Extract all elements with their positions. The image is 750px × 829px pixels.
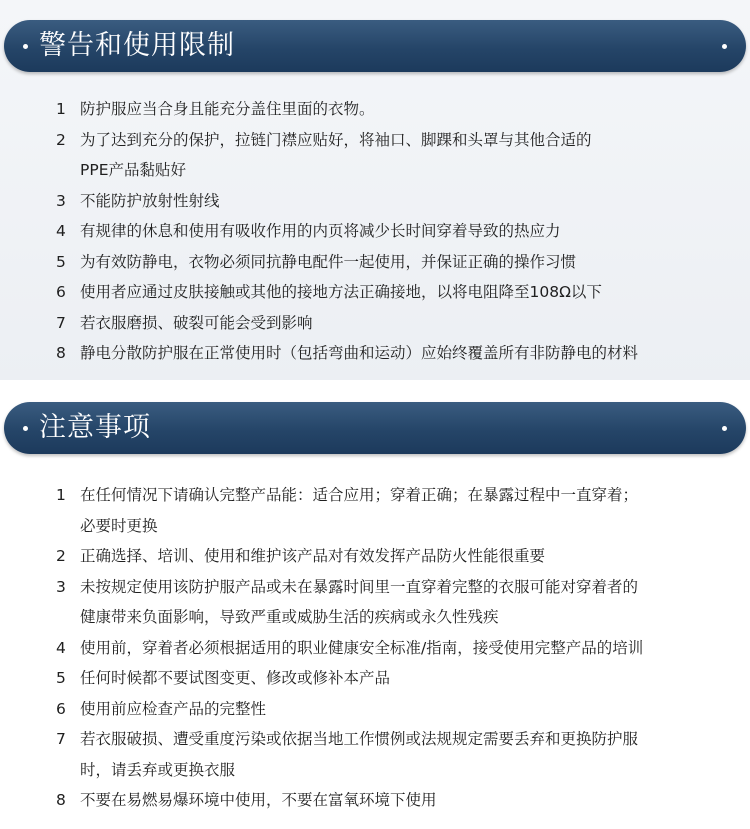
item-text: 防护服应当合身且能充分盖住里面的衣物。: [80, 100, 375, 118]
item-text-continued: PPE产品黏贴好: [80, 161, 186, 179]
list-item: [56, 338, 736, 369]
item-text: 不要在易燃易爆环境中使用，不要在富氧环境下使用: [80, 791, 437, 809]
item-text: 在任何情况下请确认完整产品能：适合应用；穿着正确；在暴露过程中一直穿着；: [80, 486, 639, 504]
list-item: [56, 125, 736, 186]
list-item: [56, 308, 736, 339]
item-number: 4: [56, 638, 66, 657]
item-text: 为有效防静电，衣物必须同抗静电配件一起使用，并保证正确的操作习惯: [80, 252, 577, 271]
list-item: [56, 572, 736, 633]
item-text: 静电分散防护服在正常使用时（包括弯曲和运动）应始终覆盖所有非防静电的材料: [80, 344, 639, 362]
item-text: 若衣服磨损、破裂可能会受到影响: [80, 313, 313, 332]
item-number: 8: [56, 791, 66, 809]
item-text-continued: 健康带来负面影响，导致严重或威胁生活的疾病或永久性残疾: [80, 608, 499, 626]
bullet-dot-icon: [23, 44, 28, 49]
item-text: 未按规定使用该防护服产品或未在暴露时间里一直穿着完整的衣服可能对穿着者的: [80, 577, 639, 596]
section-title: 警告和使用限制: [39, 30, 235, 61]
item-text-continued: 必要时更换: [80, 516, 158, 535]
item-number: 2: [56, 547, 66, 565]
section-precautions: [0, 386, 750, 829]
bullet-dot-icon: [722, 44, 727, 49]
item-text: 为了达到充分的保护，拉链门襟应贴好，将袖口、脚踝和头罩与其他合适的: [80, 130, 592, 149]
list-item: [56, 94, 736, 125]
item-number: 8: [56, 344, 66, 362]
section-header-banner: [4, 20, 746, 72]
list-item: [56, 480, 736, 541]
list-item: [56, 694, 736, 725]
item-text: 使用者应通过皮肤接触或其他的接地方法正确接地，以将电阻降至108Ω以下: [80, 283, 602, 301]
item-text: 有规律的休息和使用有吸收作用的内页将减少长时间穿着导致的热应力: [80, 222, 561, 240]
item-number: 3: [56, 191, 66, 210]
bullet-dot-icon: [722, 426, 727, 431]
section-warnings: [0, 0, 750, 386]
item-text: 正确选择、培训、使用和维护该产品对有效发挥产品防火性能很重要: [80, 547, 546, 565]
item-number: 1: [56, 100, 66, 118]
section-title: 注意事项: [39, 412, 151, 443]
list-item: [56, 663, 736, 694]
item-number: 7: [56, 313, 66, 332]
section-header-banner: [4, 402, 746, 454]
list-item: [56, 186, 736, 217]
item-number: 3: [56, 577, 66, 596]
item-number: 5: [56, 252, 66, 271]
list-item: [56, 541, 736, 572]
item-text: 若衣服破损、遭受重度污染或依据当地工作惯例或法规规定需要丢弃和更换防护服: [80, 730, 639, 748]
item-number: 6: [56, 283, 66, 301]
precautions-list: [56, 480, 736, 816]
item-text: 使用前应检查产品的完整性: [80, 699, 267, 718]
list-item: [56, 785, 736, 816]
list-item: [56, 633, 736, 664]
item-number: 1: [56, 486, 66, 504]
item-text: 使用前，穿着者必须根据适用的职业健康安全标准/指南，接受使用完整产品的培训: [80, 638, 644, 657]
item-text: 任何时候都不要试图变更、修改或修补本产品: [80, 669, 391, 687]
item-number: 7: [56, 730, 66, 748]
bullet-dot-icon: [23, 426, 28, 431]
item-text-continued: 时，请丢弃或更换衣服: [80, 760, 236, 779]
warnings-list: [56, 94, 736, 369]
item-text: 不能防护放射性射线: [80, 191, 220, 210]
item-number: 2: [56, 130, 66, 149]
list-item: [56, 216, 736, 247]
item-number: 6: [56, 699, 66, 718]
list-item: [56, 724, 736, 785]
item-number: 4: [56, 222, 66, 240]
list-item: [56, 247, 736, 278]
list-item: [56, 277, 736, 308]
item-number: 5: [56, 669, 66, 687]
